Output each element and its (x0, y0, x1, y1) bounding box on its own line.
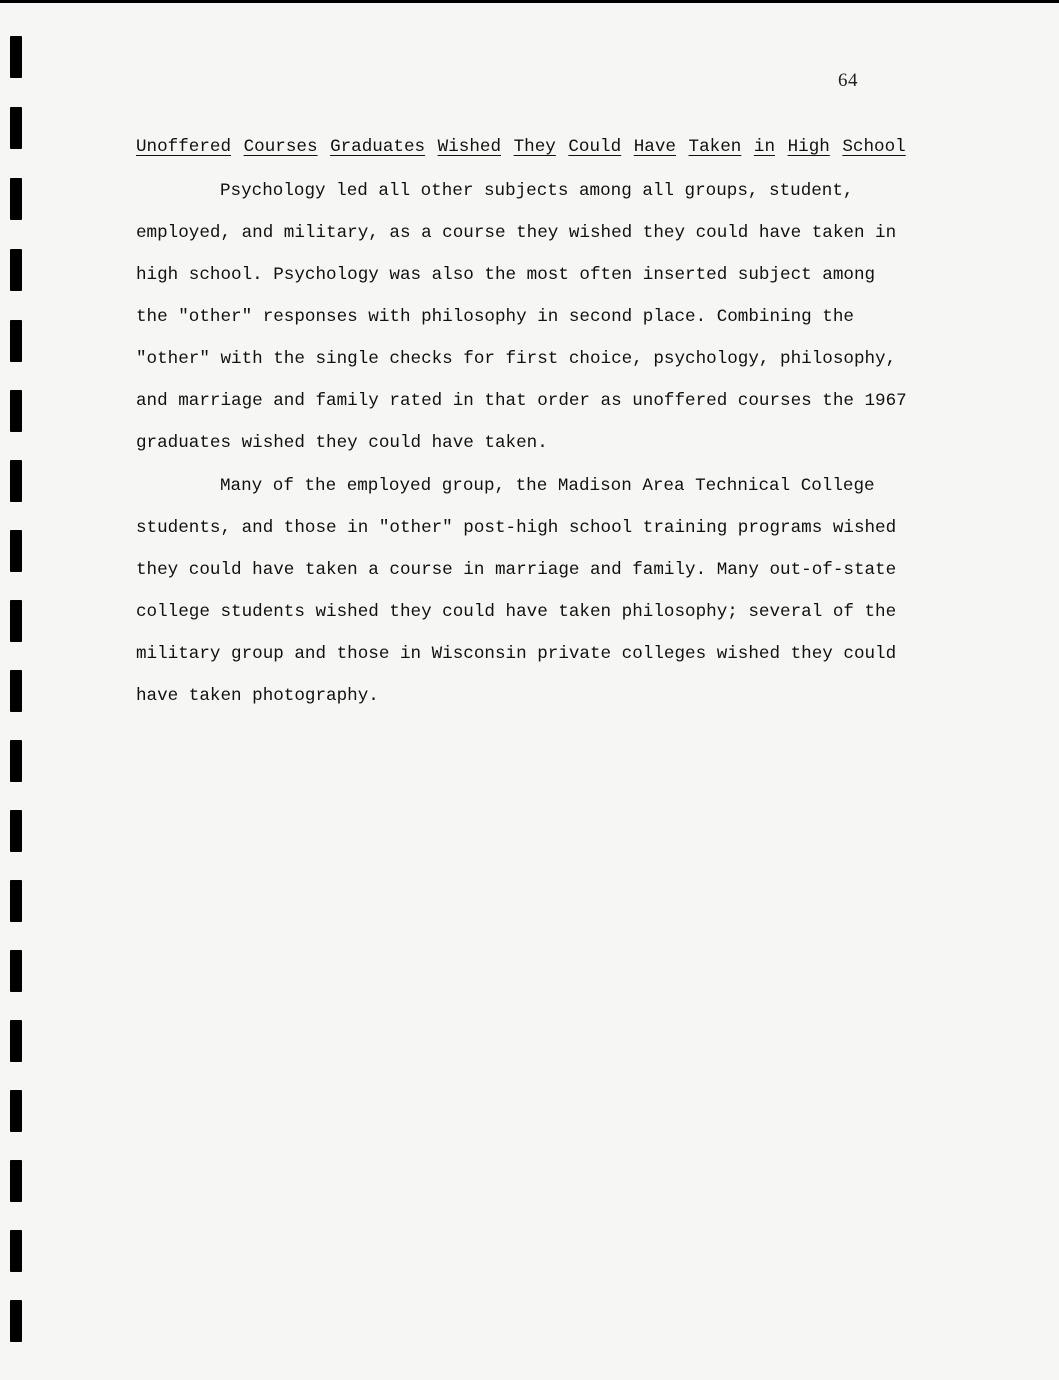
heading-word: High (787, 137, 830, 157)
binding-mark (10, 670, 22, 712)
binding-mark (10, 107, 22, 149)
binding-mark (10, 320, 22, 362)
binding-mark (10, 36, 22, 78)
binding-mark (10, 390, 22, 432)
binding-mark (10, 1160, 22, 1202)
binding-marks (10, 0, 24, 1380)
paragraph-line: high school. Psychology was also the most often inserted subject among (136, 265, 876, 285)
binding-mark (10, 600, 22, 642)
paragraph-line: college students wished they could have taken philosophy; several of the (136, 602, 897, 622)
binding-mark (10, 1300, 22, 1342)
page-top-edge (0, 0, 1059, 3)
binding-mark (10, 1230, 22, 1272)
paragraph-line: Many of the employed group, the Madison Area Technical College (220, 476, 875, 496)
paragraph-line: students, and those in "other" post-high school training programs wished (136, 518, 897, 538)
paragraph-line: have taken photography. (136, 686, 379, 706)
binding-mark (10, 249, 22, 291)
paragraph-line: employed, and military, as a course they wished they could have taken in (136, 223, 897, 243)
binding-mark (10, 1090, 22, 1132)
heading-word: Unoffered (136, 137, 232, 157)
binding-mark (10, 950, 22, 992)
binding-mark (10, 810, 22, 852)
section-heading (136, 137, 906, 157)
paragraph-line: "other" with the single checks for first choice, psychology, philosophy, (136, 349, 897, 369)
binding-mark (10, 1020, 22, 1062)
paragraph-line: military group and those in Wisconsin private colleges wished they could (136, 644, 897, 664)
paragraph-line: graduates wished they could have taken. (136, 433, 548, 453)
paragraph-line: they could have taken a course in marriage and family. Many out-of-state (136, 560, 897, 580)
heading-word: They (513, 137, 556, 157)
heading-word: Graduates (330, 137, 426, 157)
heading-word: Wished (437, 137, 502, 157)
binding-mark (10, 460, 22, 502)
heading-word: in (753, 137, 776, 157)
binding-mark (10, 178, 22, 220)
paragraph-line: Psychology led all other subjects among all groups, student, (220, 181, 854, 201)
paragraph-line: and marriage and family rated in that order as unoffered courses the 1967 (136, 391, 907, 411)
heading-word: School (842, 137, 906, 157)
paragraph-employed-group (136, 465, 896, 717)
page-number: 64 (838, 70, 858, 91)
heading-word: Have (633, 137, 676, 157)
paragraph-line: the "other" responses with philosophy in second place. Combining the (136, 307, 854, 327)
binding-mark (10, 530, 22, 572)
binding-mark (10, 880, 22, 922)
heading-word: Could (568, 137, 622, 157)
heading-word: Taken (688, 137, 742, 157)
binding-mark (10, 740, 22, 782)
paragraph-psychology (136, 170, 907, 464)
heading-word: Courses (243, 137, 318, 157)
